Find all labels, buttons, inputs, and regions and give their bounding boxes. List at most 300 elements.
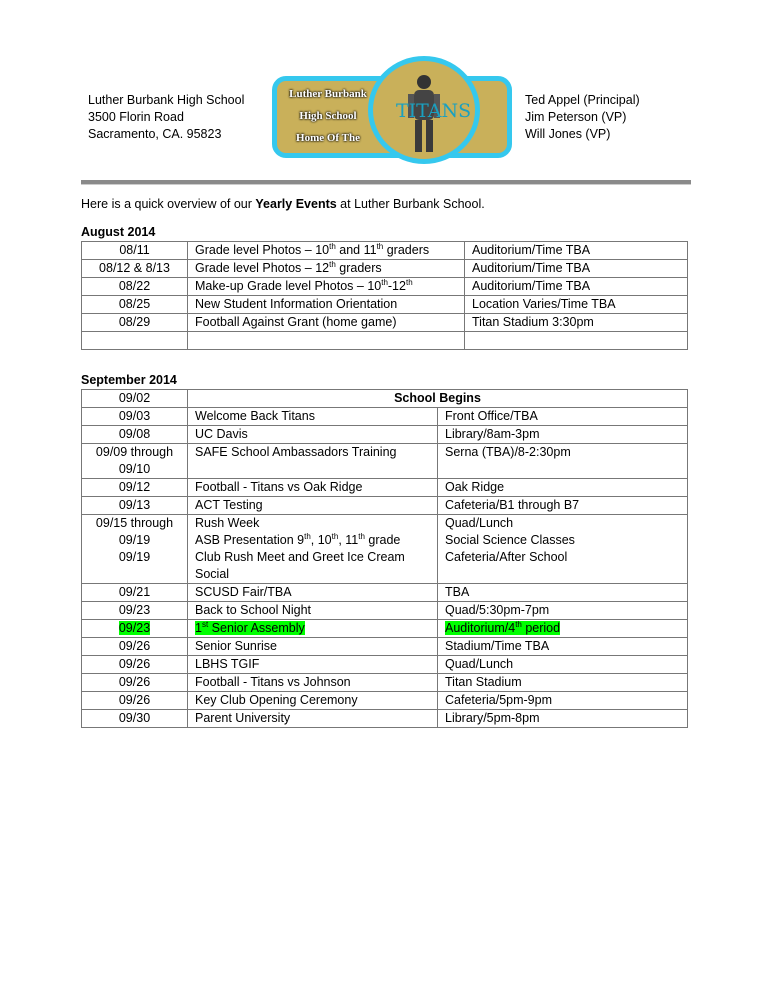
cell-line [472,296,683,313]
cell-text: Cafeteria/After School [445,550,568,564]
event-location [438,710,688,728]
cell-line [195,638,433,655]
event-date [82,515,188,584]
cell-line [445,602,683,619]
cell-line [195,408,433,425]
table-row [82,674,688,692]
cell-text-wrap [195,315,397,329]
table-row [82,602,688,620]
event-date [82,692,188,710]
cell-text-wrap [195,243,429,257]
cell-text-wrap [195,261,382,275]
cell-text: Auditorium/4 [445,621,516,635]
cell-line [195,656,433,673]
superscript: th [304,531,311,541]
cell-text-wrap [99,261,170,275]
cell-line [445,426,683,443]
cell-text-wrap [445,516,513,530]
cell-text-wrap [119,391,150,405]
intro-text: Here is a quick overview of our Yearly Events at Luther Burbank School. [81,197,485,211]
cell-text: UC Davis [195,427,248,441]
cell-text: 1 [195,621,202,635]
cell-line [472,278,683,295]
cell-text: Club Rush Meet and Greet Ice Cream Social [195,550,405,581]
cell-line [195,602,433,619]
event-name [188,656,438,674]
event-date [82,242,188,260]
table-row [82,497,688,515]
cell-text: Location Varies/Time TBA [472,297,616,311]
superscript: th [515,619,522,629]
event-name [188,710,438,728]
cell-line [195,710,433,727]
cell-text: , 10 [310,533,332,547]
table-row [82,444,688,479]
cell-text: ASB Presentation 9 [195,533,305,547]
cell-line [195,620,433,637]
event-location [438,692,688,710]
cell-line [472,314,683,331]
cell-text: Auditorium/Time TBA [472,261,591,275]
event-name [188,408,438,426]
event-location [438,444,688,479]
cell-text: Football Against Grant (home game) [195,315,397,329]
event-location [438,674,688,692]
superscript: th [376,241,384,251]
cell-text-wrap [195,427,248,441]
cell-text: 09/23 [118,621,151,635]
cell-text: 09/26 [118,639,151,653]
cell-line [86,515,183,532]
cell-text: Senior Assembly [208,621,305,635]
cell-line [86,444,183,461]
cell-text: 08/25 [118,297,151,311]
superscript: th [405,277,413,287]
table-row [82,390,688,408]
cell-line [445,479,683,496]
table-row [82,620,688,638]
cell-text-wrap [445,711,539,725]
cell-line [195,532,433,549]
cell-text-wrap [195,409,315,423]
event-date [82,444,188,479]
superscript: th [329,241,336,251]
table-row [82,638,688,656]
event-date [82,620,188,638]
event-date [82,497,188,515]
event-name [188,479,438,497]
cell-text: graders [383,243,430,257]
event-name [188,278,465,296]
cell-line [445,674,683,691]
administration [525,92,640,143]
cell-line [86,692,183,709]
cell-text-wrap [119,550,150,564]
cell-text-wrap [195,516,259,530]
cell-text: Cafeteria/5pm-9pm [445,693,552,707]
cell-line [86,602,183,619]
cell-line [445,710,683,727]
cell-text-wrap [445,409,538,423]
cell-line [195,242,460,259]
cell-text-wrap [445,621,560,635]
cell-text-wrap [445,675,522,689]
cell-text-wrap [119,462,150,476]
cell-line [86,532,183,549]
event-date [82,426,188,444]
event-location [438,497,688,515]
event-date [82,314,188,332]
cell-line [195,426,433,443]
cell-line [86,638,183,655]
superscript: st [201,619,209,629]
event-date [82,602,188,620]
cell-text: Back to School Night [195,603,312,617]
event-location [438,479,688,497]
table-row [82,242,688,260]
cell-line [195,515,433,532]
cell-text: ACT Testing [195,498,263,512]
cell-text-wrap [472,279,590,293]
cell-text: graders [335,261,382,275]
cell-text-wrap [472,315,594,329]
cell-line [86,408,183,425]
event-name [188,314,465,332]
event-name [188,515,438,584]
cell-line [472,242,683,259]
cell-text: 08/12 & 8/13 [99,261,170,275]
event-date [82,710,188,728]
event-date [82,656,188,674]
logo-line: Home Of The [296,132,360,144]
event-location [465,278,688,296]
event-name [188,638,438,656]
cell-text-wrap [195,533,400,547]
cell-text: Quad/5:30pm-7pm [445,603,550,617]
table-row [82,710,688,728]
event-name [188,497,438,515]
cell-text-wrap [445,585,469,599]
vice-principal: Will Jones (VP) [525,127,611,141]
cell-text-wrap [445,657,513,671]
event-name [188,674,438,692]
cell-line [445,584,683,601]
table-row [82,408,688,426]
cell-text: Library/5pm-8pm [445,711,540,725]
cell-text-wrap [119,498,150,512]
cell-line [86,710,183,727]
cell-text: 09/26 [118,657,151,671]
cell-line [86,390,183,407]
cell-text: Key Club Opening Ceremony [195,693,358,707]
cell-line [86,260,183,277]
logo-titans: TITANS [396,100,472,122]
table-row [82,296,688,314]
cell-line [445,620,683,637]
cell-text-wrap [119,675,150,689]
divider [81,180,691,185]
cell-line [195,692,433,709]
august-events-table [81,241,688,350]
superscript: th [381,277,388,287]
table-row [82,278,688,296]
table-row [82,332,688,350]
superscript: th [331,531,339,541]
cell-line [86,461,183,478]
cell-line [86,314,183,331]
cell-text-wrap [119,297,150,311]
cell-text: Stadium/Time TBA [445,639,550,653]
cell-text: Senior Sunrise [195,639,277,653]
event-location [438,426,688,444]
cell-line [445,549,683,566]
cell-text-wrap [96,516,173,530]
cell-text-wrap [195,445,397,459]
cell-text: and 11 [335,243,377,257]
event-name [188,692,438,710]
cell-text: Auditorium/Time TBA [472,279,591,293]
cell-text: Quad/Lunch [445,657,514,671]
cell-text-wrap [195,585,292,599]
event-location [465,260,688,278]
cell-line [195,549,433,583]
cell-line [472,260,683,277]
cell-text: Social Science Classes [445,533,575,547]
cell-text: 09/09 through [95,445,174,459]
vice-principal: Jim Peterson (VP) [525,110,627,124]
event-name [188,296,465,314]
cell-text-wrap [195,711,290,725]
cell-text: SAFE School Ambassadors Training [195,445,397,459]
cell-text: grade [364,533,401,547]
cell-line [86,584,183,601]
table-row [82,426,688,444]
event-date [82,260,188,278]
cell-text-wrap [119,711,150,725]
cell-text-wrap [195,480,362,494]
cell-text-wrap [195,550,405,581]
cell-text-wrap [445,445,571,459]
cell-text: Quad/Lunch [445,516,514,530]
cell-line [445,497,683,514]
cell-text-wrap [195,657,259,671]
cell-line [195,674,433,691]
event-date [82,638,188,656]
cell-text: Grade level Photos – 12 [195,261,330,275]
cell-text: Auditorium/Time TBA [472,243,591,257]
cell-text: Serna (TBA)/8-2:30pm [445,445,571,459]
cell-text-wrap [119,693,150,707]
cell-line [86,674,183,691]
cell-line [195,444,433,461]
cell-text: 08/29 [118,315,151,329]
cell-text: Oak Ridge [445,480,505,494]
event-location [465,296,688,314]
cell-text: 08/11 [119,243,150,257]
cell-text: Titan Stadium [445,675,522,689]
cell-text: , 11 [338,533,359,547]
cell-line [195,278,460,295]
cell-text: 09/19 [118,533,151,547]
cell-line [86,656,183,673]
cell-text: Football - Titans vs Johnson [195,675,351,689]
cell-text-wrap [195,639,277,653]
cell-text: Make-up Grade level Photos – 10 [195,279,382,293]
cell-line [195,479,433,496]
event-banner: School Begins [188,390,688,408]
cell-text: TBA [445,585,470,599]
cell-line [445,408,683,425]
cell-text: Welcome Back Titans [195,409,315,423]
cell-text-wrap [119,279,150,293]
cell-text-wrap [119,657,150,671]
superscript: th [329,259,336,269]
cell-text: 09/19 [118,550,151,564]
school-address [88,92,244,143]
cell-text: 09/12 [118,480,151,494]
cell-text-wrap [119,621,150,635]
cell-text: -12 [387,279,406,293]
cell-text-wrap [195,603,311,617]
event-location [438,602,688,620]
month-heading: September 2014 [81,373,177,387]
cell-text: 08/22 [118,279,151,293]
cell-text: Parent University [195,711,291,725]
cell-text-wrap [472,297,616,311]
cell-text-wrap [119,585,150,599]
cell-text-wrap [119,243,149,257]
event-name [188,426,438,444]
cell-text: 09/23 [118,603,151,617]
event-location [465,242,688,260]
cell-text: 09/02 [118,391,151,405]
cell-text: LBHS TGIF [195,657,260,671]
cell-line [195,314,460,331]
cell-text-wrap [119,533,150,547]
month-heading: August 2014 [81,225,156,239]
table-row [82,515,688,584]
cell-text-wrap [195,498,263,512]
intro-bold: Yearly Events [255,197,337,211]
cell-text: 09/13 [118,498,151,512]
event-location [438,408,688,426]
cell-text: Titan Stadium 3:30pm [472,315,594,329]
principal: Ted Appel (Principal) [525,93,640,107]
cell-text-wrap [119,639,150,653]
table-row [82,692,688,710]
event-location [438,584,688,602]
cell-text: 09/03 [118,409,151,423]
cell-text-wrap [195,621,305,635]
event-date [82,674,188,692]
event-date [82,390,188,408]
table-row [82,584,688,602]
cell-line [86,549,183,566]
cell-text-wrap [445,603,549,617]
cell-line [445,532,683,549]
cell-text-wrap [445,533,575,547]
cell-text: Cafeteria/B1 through B7 [445,498,580,512]
event-date [82,584,188,602]
event-name [188,620,438,638]
event-location [438,656,688,674]
month-september [81,372,688,728]
cell-text: Library/8am-3pm [445,427,540,441]
month-august [81,224,688,350]
table-row [82,260,688,278]
cell-line [86,296,183,313]
cell-text: 09/08 [118,427,151,441]
september-events-table [81,389,688,728]
cell-line [86,242,183,259]
cell-line [445,656,683,673]
cell-text-wrap [472,261,590,275]
cell-line [86,278,183,295]
event-location [438,638,688,656]
cell-text-wrap [119,409,150,423]
cell-line [445,692,683,709]
event-date [82,296,188,314]
event-date [82,479,188,497]
cell-line [445,515,683,532]
street: 3500 Florin Road [88,110,184,124]
event-location [438,620,688,638]
event-name [188,584,438,602]
cell-text: Rush Week [195,516,260,530]
cell-text: Football - Titans vs Oak Ridge [195,480,363,494]
event-name [188,444,438,479]
cell-text: 09/10 [118,462,151,476]
event-name [188,260,465,278]
school-name: Luther Burbank High School [88,93,245,107]
cell-text: Grade level Photos – 10 [195,243,330,257]
cell-text: 09/21 [118,585,151,599]
cell-text: 09/15 through [95,516,174,530]
cell-text-wrap [119,603,150,617]
logo-line: Luther Burbank [289,88,367,100]
event-name [188,242,465,260]
cell-text-wrap [119,315,150,329]
event-location [465,314,688,332]
logo-line: High School [299,110,357,122]
cell-text: SCUSD Fair/TBA [195,585,292,599]
cell-text-wrap [119,480,150,494]
cell-text-wrap [195,675,351,689]
cell-text-wrap [195,279,413,293]
months-list [81,224,688,750]
cell-text-wrap [445,550,567,564]
cell-text-wrap [445,498,579,512]
cell-text: New Student Information Orientation [195,297,398,311]
event-location [438,515,688,584]
cell-line [86,426,183,443]
table-row [82,314,688,332]
cell-text: Front Office/TBA [445,409,538,423]
cell-line [86,497,183,514]
cell-text-wrap [445,693,552,707]
cell-text-wrap [195,297,397,311]
cell-line [195,296,460,313]
cell-line [445,444,683,461]
cell-text: 09/26 [118,693,151,707]
table-row [82,656,688,674]
event-date [82,332,188,350]
titans-logo [268,56,516,164]
event-date [82,408,188,426]
cell-text-wrap [96,445,173,459]
city: Sacramento, CA. 95823 [88,127,222,141]
event-name [188,332,465,350]
